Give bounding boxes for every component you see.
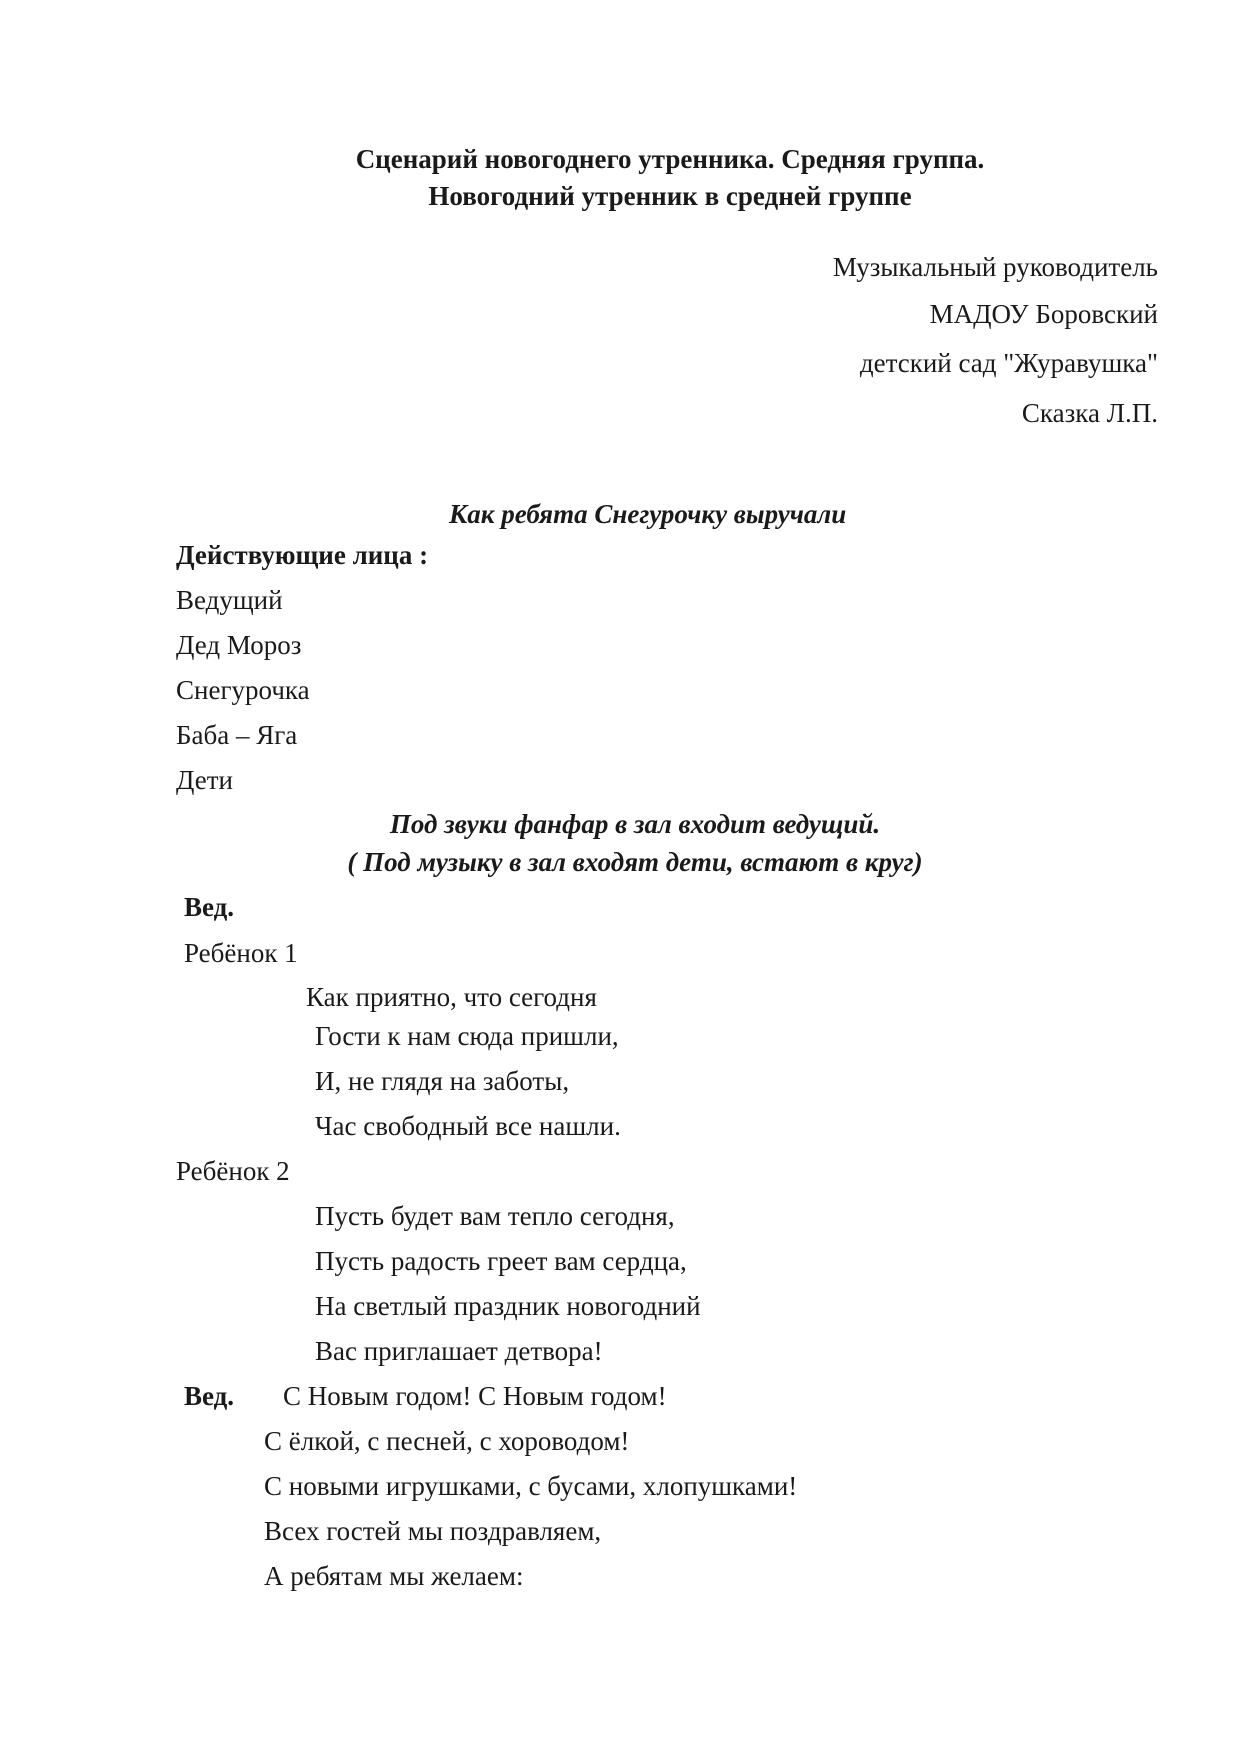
verse-line: С новыми игрушками, с бусами, хлопушками! [264, 1471, 798, 1501]
verse-line: А ребятам мы желаем: [264, 1561, 524, 1591]
speaker-label-child-1: Ребёнок 1 [184, 938, 298, 968]
stage-direction-2: ( Под музыку в зал входят дети, встают в круг) [347, 847, 923, 877]
verse-line: Всех гостей мы поздравляем, [264, 1516, 602, 1546]
author-line-org: МАДОУ Боровский [929, 299, 1158, 329]
author-line-kindergarten: детский сад "Журавушка" [859, 348, 1158, 378]
author-line-role: Музыкальный руководитель [832, 252, 1158, 282]
verse-line: Вас приглашает детвора! [315, 1336, 603, 1366]
verse-line: Гости к нам сюда пришли, [315, 1021, 619, 1051]
cast-item: Ведущий [176, 585, 283, 615]
document-subtitle: Новогодний утренник в средней группе [428, 181, 912, 211]
cast-item: Снегурочка [176, 675, 310, 705]
verse-line: На светлый праздник новогодний [315, 1291, 701, 1321]
cast-item: Дети [176, 765, 233, 795]
author-line-name: Сказка Л.П. [1021, 398, 1158, 428]
verse-line: Час свободный все нашли. [315, 1111, 621, 1141]
speaker-label-ved: Вед. [184, 1381, 235, 1411]
verse-line: И, не глядя на заботы, [315, 1066, 570, 1096]
speaker-label-child-2: Ребёнок 2 [176, 1156, 290, 1186]
stage-direction-1: Под звуки фанфар в зал входит ведущий. [389, 809, 881, 839]
verse-line: Как приятно, что сегодня [306, 982, 597, 1012]
cast-item: Дед Мороз [176, 630, 302, 660]
verse-line: Пусть радость греет вам сердца, [315, 1246, 687, 1276]
speaker-label-ved: Вед. [184, 892, 235, 922]
document-title: Сценарий новогоднего утренника. Средняя группа. [355, 144, 985, 174]
cast-item: Баба – Яга [176, 720, 298, 750]
cast-heading: Действующие лица : [176, 540, 429, 570]
play-title: Как ребята Снегурочку выручали [449, 499, 847, 529]
verse-line: С Новым годом! С Новым годом! [283, 1381, 667, 1411]
verse-line: Пусть будет вам тепло сегодня, [315, 1201, 675, 1231]
verse-line: С ёлкой, с песней, с хороводом! [264, 1426, 630, 1456]
